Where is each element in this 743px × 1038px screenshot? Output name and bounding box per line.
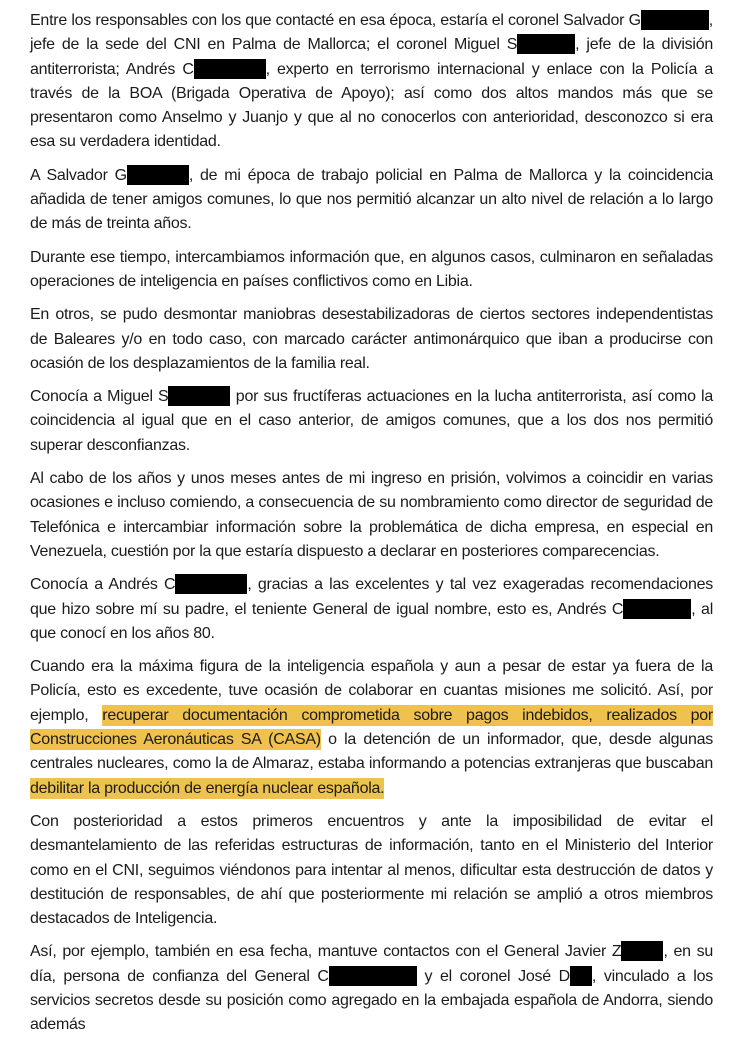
- redaction-bar: [194, 59, 266, 79]
- paragraph: [30, 810, 713, 931]
- text-run: Conocía a Andrés C: [30, 576, 176, 594]
- highlighted-text: recuperar documentación comprometida sobre pagos indebidos, realizados por Construcciones Aeronáuticas SA (CASA): [30, 706, 713, 749]
- paragraph: [30, 655, 713, 801]
- paragraph: [30, 467, 713, 564]
- text-run: Durante ese tiempo, intercambiamos información que, en algunos casos, culminaron en señaladas operaciones de inteligencia en países conflictivos como en Libia.: [30, 248, 713, 290]
- text-run: Con posterioridad a estos primeros encuentros y ante la imposibilidad de evitar el desmantelamiento de las referidas estructuras de información, tanto en el Ministerio del Interior como en el CNI, seguimos viéndonos para intentar al menos, dificultar esta destrucción de datos y destitución de responsables, de ahí que posteriormente mi relación se amplió a otros miembros destacados de Inteligencia.: [30, 812, 713, 928]
- redaction-bar: [623, 599, 691, 619]
- text-run: En otros, se pudo desmontar maniobras desestabilizadoras de ciertos sectores independentistas de Baleares y/o en todo caso, con marcado carácter antimonárquico que iban a producirse con ocasión de los desplazamientos de la familia real.: [30, 306, 713, 372]
- text-run: por sus fructíferas actuaciones en la lucha antiterrorista, así como la coincidencia al igual que en el caso anterior, de amigos comunes, que a los dos nos permitió superar desconfianzas.: [30, 388, 713, 454]
- paragraph: [30, 940, 713, 1037]
- text-run: , en su día, persona de confianza del General C: [30, 943, 714, 985]
- text-run: , de mi época de trabajo policial en Palma de Mallorca y la coincidencia añadida de tener amigos comunes, lo que nos permitió alcanzar un alto nivel de relación a lo largo de más de treinta años.: [30, 166, 713, 233]
- redaction-bar: [329, 966, 417, 986]
- paragraph: [30, 9, 713, 155]
- paragraph: [30, 573, 713, 646]
- text-run: Al cabo de los años y unos meses antes de mi ingreso en prisión, volvimos a coincidir en varias ocasiones e incluso comiendo, a consecuencia de su nombramiento como director de seguridad de Telefónica e intercambiar información sobre la problemática de dicha empresa, en especial en Venezuela, cuestión por la que estaría dispuesto a declarar en posteriores comparecencias.: [30, 470, 713, 560]
- text-run: , gracias a las excelentes y tal vez exageradas recomendaciones que hizo sobre mí su padre, el teniente General de igual nombre, esto es, Andrés C: [30, 576, 713, 618]
- redaction-bar: [641, 10, 709, 30]
- redaction-bar: [175, 574, 247, 594]
- text-run: o la detención de un informador, que, desde algunas centrales nucleares, como la de Almaraz, estaba informando a potencias extranjeras que buscaban: [30, 731, 713, 773]
- text-run: , experto en terrorismo internacional y enlace con la Policía a través de la BOA (Brigada Operativa de Apoyo); así como dos altos mandos más que se presentaron como Anselmo y Juanjo y que al no conocerlos con anterioridad, desconozco si era esa su verdadera identidad.: [30, 60, 713, 151]
- redaction-bar: [621, 941, 663, 961]
- text-run: , vinculado a los servicios secretos desde su posición como agregado en la embajada española de Andorra, siendo además: [30, 967, 714, 1034]
- redaction-bar: [127, 165, 189, 185]
- paragraph: [30, 303, 713, 376]
- document-body: [30, 9, 713, 1038]
- text-run: Cuando era la máxima figura de la inteligencia española y aun a pesar de estar ya fuera de la Policía, esto es excedente, tuve ocasión de colaborar en cuantas misiones me solicitó. Así, por ejemplo,: [30, 658, 713, 724]
- text-run: A Salvador G: [30, 166, 127, 184]
- paragraph: [30, 164, 713, 237]
- text-run: , al que conocí en los años 80.: [30, 600, 714, 642]
- text-run: Así, por ejemplo, también en esa fecha, mantuve contactos con el General Javier Z: [30, 943, 622, 961]
- text-run: y el coronel José D: [416, 967, 570, 985]
- redaction-bar: [168, 386, 230, 406]
- highlighted-text: debilitar la producción de energía nuclear española.: [30, 779, 385, 797]
- redaction-bar: [570, 966, 592, 986]
- redaction-bar: [517, 34, 575, 54]
- text-run: , jefe de la división antiterrorista; Andrés C: [30, 36, 713, 78]
- text-run: Conocía a Miguel S: [30, 388, 169, 406]
- paragraph: [30, 246, 713, 295]
- text-run: , jefe de la sede del CNI en Palma de Mallorca; el coronel Miguel S: [30, 12, 713, 54]
- paragraph: [30, 385, 713, 458]
- text-run: Entre los responsables con los que contacté en esa época, estaría el coronel Salvador G: [30, 12, 641, 29]
